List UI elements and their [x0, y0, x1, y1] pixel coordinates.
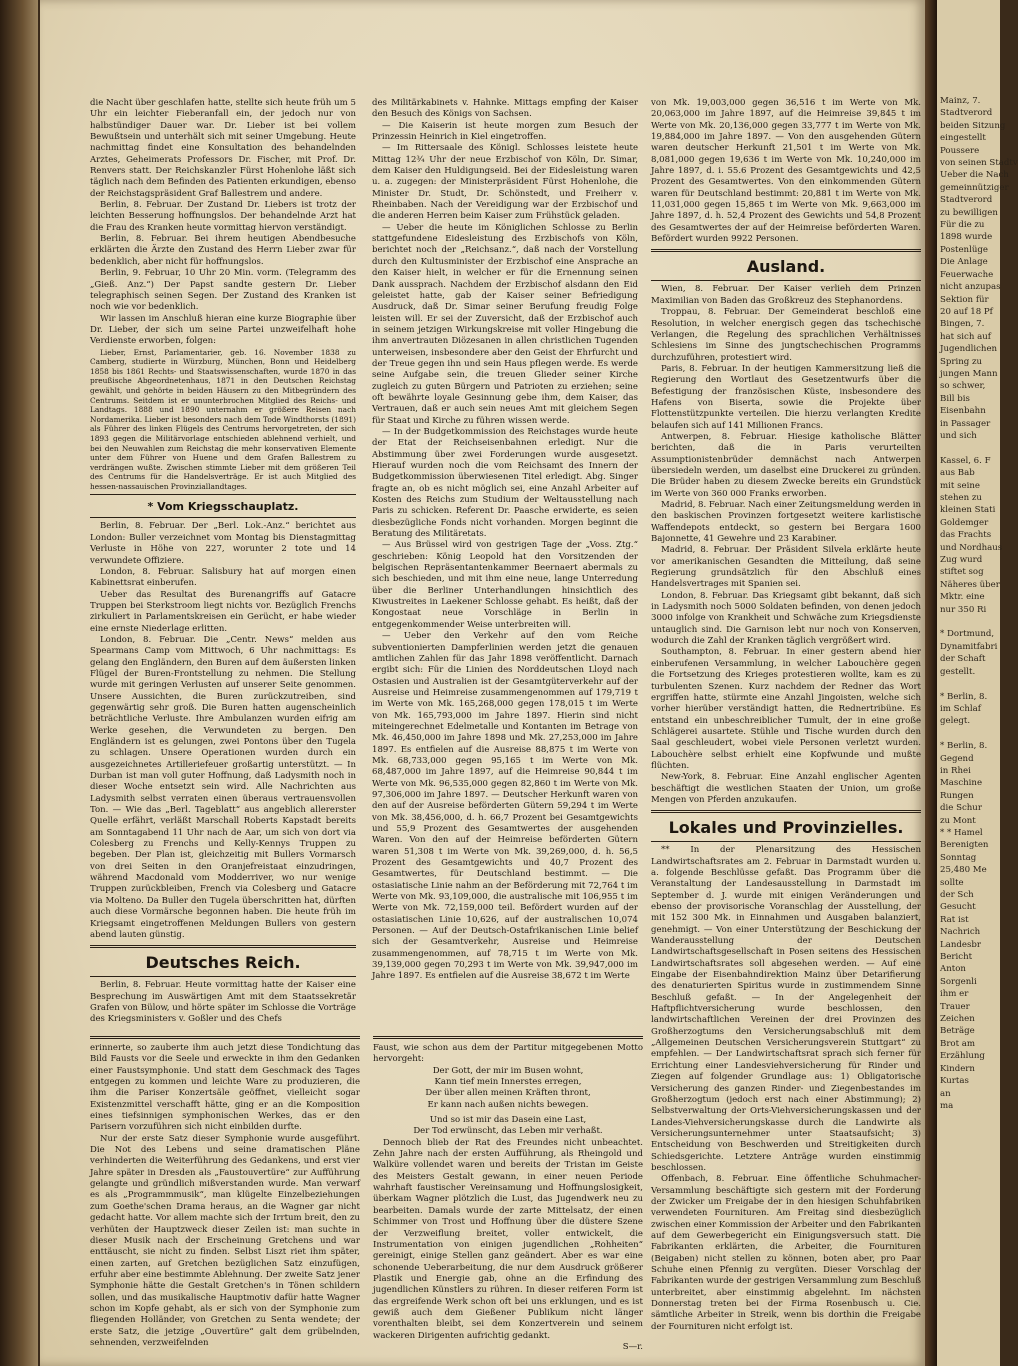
adjacent-page-line: Stadtverord: [940, 108, 993, 119]
adjacent-page-line: Maschine: [940, 778, 983, 789]
adjacent-page-line: gelegt.: [940, 716, 971, 727]
adjacent-page-line: ma: [940, 1100, 954, 1111]
adjacent-page-line: Trauer: [940, 1001, 970, 1012]
paragraph: Madrid, 8. Februar. Der Präsident Silvela erklärte heute vor amerikanischen Gesandten die Mitteilung, daß seine Regierung grundsätzlich für den Abschluß eines Handelsvertrages mit Spanien sei.: [651, 545, 921, 590]
adjacent-page-line: Für die zu: [940, 220, 985, 231]
feuilleton-divider: [373, 1036, 643, 1039]
adjacent-page-line: Gesucht: [940, 902, 976, 913]
adjacent-page-fragment: [937, 0, 1018, 1366]
paragraph: London, 8. Februar. Die „Centr. News“ melden aus Spearmans Camp vom Mittwoch, 6 Uhr nachmittags: Es gelang den Engländern, den Buren auf dem äußersten linken Flügel der Buren-Frontstellung zu nehmen. Die Stellung wurde mit geringen Verlusten auf unserer Seite genommen. Unsere Aussichten, die Buren zurückzutreiben, sind gegenwärtig sehr groß. Die Buren hatten augenscheinlich beträchtliche Verluste. Ihre Ambulanzen wurden eifrig am Werke gesehen, die Verwundeten zu bergen. Den Engländern ist es gelungen, zwei Pontons über den Tugela zu schlagen. Unsere Operationen wurden durch ein ausgezeichnetes Artilleriefeuer großartig unterstützt. — In Durban ist man voll guter Hoffnung, daß Ladysmith noch in dieser Woche entsetzt sein wird. Alle Nachrichten aus Ladysmith selbst verraten einen überaus vertrauensvollen Ton. — Wie das „Berl. Tageblatt“ aus angeblich allererster Quelle erfährt, verläßt Marschall Roberts Kapstadt bereits am Sonntagabend 11 Uhr nach de Aar, um sich von dort via Colesberg zu Frenchs und Kelly-Kennys Truppen zu begeben. Der Plan ist, gleichzeitig mit Bullers Vormarsch von drei Seiten in den Oranjefreistaat einzudringen, während Macdonald vom Modderriver, wo nur wenige Truppen zurückbleiben, French via Colesberg und Gatacre via Molteno. Da Buller den Tugela überschritten hat, dürften auch diese Vormärsche begonnen haben. Die heute früh im Kriegsamt eingetroffenen Meldungen Bullers von gestern abend lauten günstig.: [90, 634, 356, 940]
adjacent-page-line: Anton: [940, 964, 966, 975]
divider: [90, 517, 356, 518]
adjacent-page-line: aus Bab: [940, 468, 975, 479]
adjacent-page-line: Stadtverord: [940, 195, 993, 206]
paragraph: Berlin, 8. Februar. Bei ihrem heutigen Abendbesuche erklärten die Ärzte den Zustand des Herrn Lieber zwar für bedenklich, aber nicht für hoffnungslos.: [90, 234, 356, 267]
adjacent-page-line: Bericht: [940, 952, 973, 963]
scan-edge-left: [0, 0, 38, 1366]
book-gutter: [925, 0, 937, 1366]
paragraph: London, 8. Februar. Das Kriegsamt gibt bekannt, daß sich in Ladysmith noch 5000 Soldaten befinden, von denen jedoch 3000 infolge von Krankheit und Schwäche zum Kriegsdienste untauglich sind. Die Garnison lebt nur noch von Konserven, wodurch die Zahl der Kranken täglich vergrößert wird.: [651, 590, 921, 647]
adjacent-page-line: 20 auf 18 Pf: [940, 306, 993, 317]
adjacent-page-line: so schwer,: [940, 381, 986, 392]
paragraph: Faust, wie schon aus dem der Partitur mitgegebenen Motto hervorgeht:: [373, 1043, 643, 1065]
adjacent-page-line: [940, 678, 1000, 690]
paragraph: Wir lassen im Anschluß hieran eine kurze Biographie über Dr. Lieber, der sich um seine Partei unzweifelhaft hohe Verdienste erworben, folgen:: [90, 313, 356, 347]
adjacent-page-line: [940, 616, 1000, 628]
paragraph: Troppau, 8. Februar. Der Gemeinderat beschloß eine Resolution, in welcher energisch gegen das tschechische Verlangen, die Regelung des sprachlichen Verhältnisses Schlesiens im Sinne des jungtschechischen Programms durchzuführen, protestiert wird.: [651, 307, 921, 363]
adjacent-page-line: Poussere: [940, 145, 980, 156]
adjacent-page-line: Bingen, 7.: [940, 319, 985, 330]
adjacent-page-line: zu bewilligen: [940, 207, 998, 218]
adjacent-page-line: Mainz, 7.: [940, 96, 981, 106]
adjacent-page-line: [940, 442, 1000, 454]
adjacent-page-line: jungen Mann: [940, 368, 998, 379]
paragraph: Antwerpen, 8. Februar. Hiesige katholische Blätter berichten, daß die in Paris verurteilten Assumptionistenbrüder demnächst nach Antwerpen übersiedeln werden, um daselbst eine Druckerei zu gründen. Die Brüder haben zu diesem Zwecke bereits ein Grundstück im Werte von 360 000 Franks erworben.: [651, 431, 921, 499]
paragraph: — Ueber die heute im Königlichen Schlosse zu Berlin stattgefundene Eidesleistung des Erzbischofs von Köln, berichtet noch der „Reichsanz.“, daß nach der Vorstellung durch den Kultusminister der Erzbischof eine Ansprache an den Kaiser hielt, in welcher er für die Ernennung seinen Dank aussprach. Nachdem der Erzbischof alsdann den Eid geleistet hatte, gab der Kaiser seiner Befriedigung Ausdruck, daß Dr. Simar seiner Berufung freudig Folge leisten will. Er sei der Zuversicht, daß der Erzbischof auch in seinem jetzigen Wirkungskreise mit voller Hingebung die ihm anvertrauten Diözesanen in allen christlichen Tugenden unterweisen, insbesondere aber den Geist der Ehrfurcht und der Treue gegen ihn und sein Haus pflegen werde. Es werde seine Aufgabe sein, die treuen Glieder seiner Kirche zugleich zu guten Bürgern und Patrioten zu erziehen; seine oft bewährte loyale Gesinnung gebe ihm, dem Kaiser, das Vertrauen, daß er auch sein neues Amt mit gleichem Segen für Staat und Kirche zu führen wissen werde.: [372, 222, 638, 426]
adjacent-page-line: das Frachts: [940, 530, 992, 541]
adjacent-page-line: Feuerwache: [940, 269, 994, 280]
feuilleton-divider: [90, 1036, 360, 1039]
paragraph: Dennoch blieb der Rat des Freundes nicht unbeachtet. Zehn Jahre nach der ersten Aufführung, als Rheingold und Walküre vollendet waren und bereits der Tristan im Geiste des Meisters Gestalt gewann, in einer neuen Periode wahrhaft faustischer Vereinsamung und Hoffnungslosigkeit, überkam Wagner plötzlich die Lust, das Jugendwerk neu zu bearbeiten. Damals wurde der zarte Mittelsatz, der einen Schimmer von Trost und Hoffnung über die düstere Szene der Verzweiflung breitet, voller entwickelt, die Instrumentation von einigen jugendlichen „Rohheiten“ gereinigt, einige Stellen ganz geändert. Aber es war eine schonende Ueberarbeitung, die nur dem Ausdruck größerer Plastik und Energie gab, ohne an die Erfindung des jugendlichen Künstlers zu rühren. In dieser reiferen Form ist das ergreifende Werk schon oft bei uns erklungen, und es ist gewiß auch dem Gießener Publikum nicht länger vorenthalten bleibt, sei dem Konzertverein und seinem wackeren Dirigenten aufrichtig gedankt.: [373, 1137, 643, 1341]
adjacent-page-line: eingestellt: [940, 133, 986, 144]
adjacent-page-line: Mktr. eine: [940, 592, 985, 603]
adjacent-page-line: Sorgenli: [940, 976, 977, 987]
adjacent-page-line: Kindern: [940, 1063, 975, 1074]
adjacent-page-line: Dynamitfabri: [940, 641, 998, 652]
divider: [90, 945, 356, 948]
adjacent-page-line: mit seine: [940, 480, 980, 491]
paragraph: Southampton, 8. Februar. In einer gestern abend hier einberufenen Versammlung, in welcher Labouchère gegen die Fortsetzung des Krieges protestieren wollte, kam es zu turbulenten Szenen. Kurz nachdem der Redner das Wort ergriffen hatte, stürmte eine Anzahl Jingoisten, welche sich vorher hierüber verständigt hatten, die Rednertribüne. Es entstand ein unbeschreiblicher Tumult, der in eine große Schlägerei ausartete. Stühle und Tische wurden durch den Saal geschleudert, wobei viele Personen verletzt wurden. Labouchère selbst erhielt eine Kopfwunde und mußte flüchten.: [651, 647, 921, 771]
divider: [651, 249, 921, 252]
adjacent-page-line: ihm er: [940, 989, 969, 1000]
paragraph: Ueber das Resultat des Burenangriffs auf Gatacre Truppen bei Sterkstroom liegt nichts vor. Bezüglich Frenchs zirkuliert in Parlamentskreisen ein Gerücht, er habe wieder eine ernste Niederlage erlitten.: [90, 589, 356, 634]
feuilleton-column-1: [90, 1036, 360, 1366]
adjacent-page-line: Brot am: [940, 1038, 976, 1049]
paragraph: Berlin, 8. Februar. Der „Berl. Lok.-Anz.“ berichtet aus London: Buller verzeichnet vom Montag bis Dienstagmittag Verluste in Höhe von 227, worunter 2 tote und 14 verwundete Offiziere.: [90, 521, 356, 566]
motto-line: Und so ist mir das Dasein eine Last,: [429, 1115, 587, 1126]
adjacent-page-line: Rat ist: [940, 914, 969, 925]
adjacent-page-line: Kurtas: [940, 1076, 969, 1087]
adjacent-page-line: im Schlaf: [940, 703, 981, 714]
divider: [651, 841, 921, 842]
feuilleton-column-2: [373, 1036, 643, 1366]
adjacent-page-line: an: [940, 1088, 951, 1099]
paragraph: Nur der erste Satz dieser Symphonie wurde ausgeführt. Die Not des Lebens und seine dramatischen Pläne verhinderten die Weiterführung des Gedankens, und erst vier Jahre später in Dresden als „Faustouvertüre“ zur Aufführung gelangte und gründlich mißverstanden wurde. Man verwarf es als „Programmmusik“, man klügelte Einzelbeziehungen zum Goethe'schen Drama heraus, an die Wagner gar nicht gedacht hatte. Vor allem machte sich der Irrtum breit, den zu verhüten der Hauptzweck dieser Zeilen ist: man suchte in dieser Musik nach der Erscheinung Gretchens und war enttäuscht, sie nicht zu finden. Selbst Liszt riet ihm später, einen zarten, auf Gretchen bezüglichen Satz einzufügen, erfuhr aber eine bestimmte Ablehnung. Der zweite Satz jener Symphonie hätte die Gestalt Gretchen's in Tönen schildern sollen, und das musikalische Hauptmotiv dafür hatte Wagner schon im Kopfe gehabt, als er sich von der Symphonie zum fliegenden Holländer, von Gretchen zu Senta wendete; der erste Satz, die jetzige „Ouvertüre“ galt dem grübelnden, sehnenden, verzweifelnden: [90, 1133, 360, 1348]
paragraph: London, 8. Februar. Salisbury hat auf morgen einen Kabinettsrat einberufen.: [90, 566, 356, 589]
adjacent-page-line: Postenlüge: [940, 244, 988, 255]
adjacent-page-line: Spring zu: [940, 356, 983, 367]
adjacent-page-line: die Schur: [940, 803, 982, 814]
section-heading-kriegsschauplatz: * Vom Kriegsschauplatz.: [147, 500, 299, 514]
paragraph: Madrid, 8. Februar. Nach einer Zeitungsmeldung werden in den baskischen Provinzen fortgesetzt weitere karlistische Waffendepots entdeckt, so gestern bei Bergara 1600 Bajonnette, 41 Gewehre und 23 Karabiner.: [651, 500, 921, 545]
adjacent-page-line: kleinen Stati: [940, 505, 996, 516]
adjacent-page-line: Landesbr: [940, 939, 981, 950]
paragraph: Offenbach, 8. Februar. Eine öffentliche Schuhmacher-Versammlung beschäftigte sich gestern mit der Forderung der Zwicker um Freigabe der in den hiesigen Schuhfabriken verwendeten Fournituren. Am Freitag sind diesbezüglich zwischen einer Kommission der Arbeiter und den Fabrikanten auf dem Gewerbegericht ein Einigungsversuch statt. Die Fabrikanten erklärten, die Arbeiter, die Fournituren (Beigaben) nicht stellen zu können, boten aber, pro Paar Schuhe einen Pfennig zu vergüten. Dieser Vorschlag der Fabrikanten wurde der gestrigen Versammlung zum Beschluß unterbreitet, aber einstimmig abgelehnt. Im nächsten Donnerstag treten bei der Firma Rosenbusch u. Cie. sämtliche Arbeiter in Streik, wenn bis dorthin die Freigabe der Fournituren nicht erfolgt ist.: [651, 1174, 921, 1332]
feuilleton: [90, 1036, 920, 1366]
adjacent-page-line: Goldemger: [940, 517, 989, 528]
paragraph: New-York, 8. Februar. Eine Anzahl englischer Agenten beschäftigt die westlichen Staaten der Union, um große Mengen von Pferden anzukaufen.: [651, 772, 921, 805]
divider: [90, 976, 356, 977]
adjacent-page-line: Näheres über: [940, 579, 1000, 590]
adjacent-page-line: Berenigten: [940, 840, 989, 851]
section-heading-deutsches-reich: Deutsches Reich.: [145, 953, 301, 973]
paragraph: die Nacht über geschlafen hatte, stellte sich heute früh um 5 Uhr ein leichter Fieberanfall ein, der jedoch nur von halbstündiger Dauer war. Dr. Lieber ist bei vollem Bewußtsein und unterhält sich mit seiner Umgebung. Heute nachmittag findet eine Konsultation des behandelnden Arztes, Geheimerats Professors Dr. Fischer, mit Prof. Dr. Renvers statt. Der Reichskanzler Fürst Hohenlohe läßt sich täglich nach dem Befinden des Patienten erkundigen, ebenso der Reichstagspräsident Graf Ballestrem und andere.: [90, 98, 356, 199]
section-heading-ausland: Ausland.: [746, 257, 826, 277]
adjacent-page-line: der Sch: [940, 890, 974, 900]
paragraph: ** In der Plenarsitzung des Hessischen Landwirtschaftsrates am 2. Februar in Darmstadt wurden u. a. folgende Beschlüsse gefaßt. Das Programm über die Veranstaltung der Landesausstellung in Darmstadt im September d. J. wurde mit einigen Veränderungen und ebenso der provisorische Voranschlag der Ausstellung, der mit 152 300 Mk. in Einnahmen und Ausgaben balanziert, genehmigt. — Von einer Unterstützung der Beschickung der Wanderausstellung der Deutschen Landwirtschaftsgesellschaft in Posen seitens des Hessischen Landwirtschaftsrates soll abgesehen werden. — Auf eine Eingabe der Eisenbahndirektion Mainz über Detarifierung des denaturierten Spiritus wurde in zustimmendem Sinne Beschluß gefaßt. — In der Angelegenheit der Haftpflichtversicherung wurde beschlossen, den landwirtschaftlichen Vereinen der drei Provinzen des Großherzogtums den Versicherungsabschluß mit dem „Allgemeinen Deutschen Versicherungsverein Stuttgart“ zu empfehlen. — Der Landwirtschaftsrat sprach sich ferner für Errichtung einer Landesviehversicherung für Rinder und Ziegen auf folgender Grundlage aus: 1) Obligatorische Versicherung des ganzen Rinder- und Ziegenbestandes im Großherzogtum (jedoch erst nach einer Abstimmung); 2) Selbstverwaltung der Orts-Viehversicherungskassen und der Landes-Viehversicherungskasse durch die Landwirte als Versicherungsunternehmer unter Staatsaufsicht; 3) Entscheidung von Beschwerden und Streitigkeiten durch Schiedsgerichte. Letztere Anträge wurden einstimmig beschlossen.: [651, 845, 921, 1173]
divider: [90, 494, 356, 495]
adjacent-page-line: Rungen: [940, 790, 974, 801]
adjacent-page-line: stiftet sog: [940, 567, 984, 578]
biography-lieber: Lieber, Ernst, Parlamentarier, geb. 16. November 1838 zu Camberg, studierte in Würzburg, München, Bonn und Heidelberg 1858 bis 1861 Rechts- und Staatswissenschaften, wurde 1870 in das preußische Abgeordnetenhaus, 1871 in den Deutschen Reichstag gewählt, und gehörte in beiden Häusern zu den Mitbegründern des Centrums. Seitdem ist er ununterbrochen Mitglied des Reichs- und Landtags. 1888 und 1890 unternahm er größere Reisen nach Nordamerika. Lieber ist besonders nach dem Tode Windthorsts (1891) als Führer des linken Flügels des Centrums hervorgetreten, der sich 1893 gegen die Militärvorlage entschieden ablehnend verhielt, und bei den Neuwahlen zum Reichstag die mehr konservativen Elemente unter dem Führer von Huene und dem Grafen Ballestrem zu verdrängen wußte. Zwischen stimmte Lieber mit dem größeren Teil des Centrums für die Handelsverträge. Er ist auch Mitglied des hessen-nassauischen Provinziallandtages.: [90, 347, 356, 491]
adjacent-page-line: und Nordhaus: [940, 542, 1003, 553]
adjacent-page-line: Nachrich: [940, 927, 981, 938]
paragraph: erinnerte, so zauberte ihm auch jetzt diese Tondichtung das Bild Fausts vor die Seele und erweckte in ihm den Gedanken einer Faustsymphonie. Und statt dem Geschmack des Tages entgegen zu kommen und leichte Ware zu produzieren, die ihm die Pariser Konzertsäle geöffnet, vielleicht sogar Existenzmittel verschafft hätte, ging er an die Komposition eines tiefsinnigen symphonischen Werkes, das er den Parisern vorzuführen sich nicht einbilden durfte.: [90, 1043, 360, 1133]
adjacent-page-line: nicht anzupas: [940, 282, 1001, 293]
adjacent-page-line: zu Mont: [940, 815, 976, 826]
adjacent-page-line: Gegend: [940, 753, 974, 764]
signature: S—r.: [622, 1341, 643, 1352]
adjacent-page-line: * Berlin, 8.: [940, 691, 988, 702]
adjacent-page-line: in Rhei: [940, 765, 971, 776]
paragraph: Berlin, 8. Februar. Der Zustand Dr. Liebers ist trotz der leichten Besserung hoffnungslos. Der behandelnde Arzt hat die Frau des Kranken heute vormittag hiervon verständigt.: [90, 200, 356, 233]
adjacent-page-line: der Schaft: [940, 654, 986, 665]
adjacent-page-line: * * Hamel: [940, 827, 983, 838]
adjacent-page-line: 1898 wurde: [940, 232, 993, 243]
motto-line: Der Tod erwünscht, das Leben mir verhaßt.: [413, 1126, 603, 1137]
paragraph: Wien, 8. Februar. Der Kaiser verlieh dem Prinzen Maximilian von Baden das Großkreuz des Stephanordens.: [651, 284, 921, 306]
adjacent-page-line: * Berlin, 8.: [940, 741, 988, 752]
adjacent-page-line: beiden Sitzung: [940, 120, 1006, 131]
adjacent-page-line: von seinen Stadtv: [940, 158, 1018, 169]
adjacent-page-line: Erzählung: [940, 1051, 985, 1062]
adjacent-page-line: [940, 728, 1000, 740]
section-heading-lokales: Lokales und Provinzielles.: [668, 818, 904, 838]
paragraph: — Im Rittersaale des Königl. Schlosses leistete heute Mittag 12¾ Uhr der neue Erzbischof von Köln, Dr. Simar, dem Kaiser den Huldigungseid. Bei der Eidesleistung waren u. a. zugegen: der Ministerpräsident Fürst Hohenlohe, die Minister Dr. Studt, Dr. Schönstedt, und Freiherr v. Rheinbaben. Nach der Vereidigung war der Erzbischof und die anderen Herren beim Kaiser zum Frühstück geladen.: [372, 143, 638, 222]
adjacent-page-line: und sich: [940, 430, 977, 441]
adjacent-page-line: stehen zu: [940, 493, 982, 503]
motto-line: Der über allen meinen Kräften thront,: [425, 1088, 591, 1099]
adjacent-page-line: Beträge: [940, 1026, 975, 1037]
paragraph: des Militärkabinets v. Hahnke. Mittags empfing der Kaiser den Besuch des Königs von Sachsen.: [372, 98, 638, 120]
adjacent-page-line: Die Anlage: [940, 257, 988, 268]
adjacent-page-line: Kassel, 6. F: [940, 455, 991, 466]
paragraph: Berlin, 9. Februar, 10 Uhr 20 Min. vorm. (Telegramm des „Gieß. Anz.“) Der Papst sandte gestern Dr. Lieber telegraphisch seinen Segen. Der Zustand des Kranken ist noch wie vor bedenklich.: [90, 268, 356, 313]
paragraph: Paris, 8. Februar. In der heutigen Kammersitzung ließ die Regierung den Wortlaut des Gesetzentwurfs über die Befestigung der französischen Küste, insbesondere des Hafens von Biserta, sowie die Projekte über Flottenstützpunkte verteilen. Die hierzu verlangten Kredite belaufen sich auf 141 Millionen Francs.: [651, 363, 921, 431]
adjacent-page-line: in Passager: [940, 418, 991, 429]
adjacent-page-text: [937, 0, 1018, 1112]
paragraph: — Aus Brüssel wird von gestrigen Tage der „Voss. Ztg.“ geschrieben: König Leopold hat den Vorsitzenden der belgischen Repräsentantenkammer Beernaert abermals zu sich beschieden, und mit ihm eine neue, lange Unterredung über die Berliner Unterhandlungen hinsichtlich des Kiwustreites in Laekener Schlosse gehabt. Es heißt, daß der Kongostaat neue Vorschläge in Berlin in entgegenkommender Weise unterbreiten will.: [372, 540, 638, 630]
adjacent-page-line: sollte: [940, 877, 964, 888]
adjacent-page-line: Ueber die Nach: [940, 170, 1009, 181]
divider: [651, 810, 921, 813]
adjacent-page-line: nur 350 Ri: [940, 604, 987, 615]
adjacent-page-line: Sonntag: [940, 852, 977, 863]
adjacent-page-line: 25,480 Me: [940, 865, 987, 876]
paragraph: von Mk. 19,003,000 gegen 36,516 t im Werte von Mk. 20,063,000 im Jahre 1897, auf die Heimreise 39,845 t im Werte von Mk. 20,136,000 gegen 33,777 t im Werte von Mk. 19,884,000 im Jahre 1897. — Von den ausgehenden Gütern waren deutscher Herkunft 21,501 t im Werte von Mk. 8,081,000 gegen 19,636 t im Werte von Mk. 10,240,000 im Jahre 1897, d. i. 55.6 Prozent des Gesamtgewichts und 42,5 Prozent des Gesamtwertes. Von den einkommenden Gütern waren für Deutschland bestimmt: 20,881 t im Werte von Mk. 11,031,000 gegen 15,865 t im Werte von Mk. 9,663,000 im Jahre 1897, d. h. 52,4 Prozent des Gewichts und 54,8 Prozent des Gesamtwertes der auf der Heimreise beförderten Waren. Befördert wurden 9922 Personen.: [651, 98, 921, 245]
adjacent-page-line: Sektion für: [940, 294, 989, 305]
adjacent-page-line: Eisenbahn: [940, 406, 986, 417]
motto-line: Der Gott, der mir im Busen wohnt,: [432, 1065, 584, 1076]
adjacent-page-line: * Dortmund,: [940, 629, 995, 640]
paragraph: — Ueber den Verkehr auf den vom Reiche subventionierten Dampferlinien werden jetzt die genauen amtlichen Zahlen für das Jahr 1898 veröffentlicht. Darnach ergibt sich: Für die Linien des Norddeutschen Lloyd nach Ostasien und Australien ist der Gesamtgüterverkehr auf der Ausreise und Heimreise zusammengenommen auf 179,719 t im Werte von Mk. 165,268,000 gegen 178,015 t im Werte von Mk. 165,793,000 im Jahre 1897. Hierin sind nicht miteingerechnet Edelmetalle und Kontanten im Betrage von Mk. 46,450,000 im Jahre 1898 und Mk. 27,253,000 im Jahre 1897. Es entfielen auf die Ausreise 88,875 t im Werte von Mk. 68,733,000 gegen 95,165 t im Werte von Mk. 68,487,000 im Jahre 1897, auf die Heimreise 90,844 t im Werte von Mk. 96,535,000 gegen 82,860 t im Werte von Mk. 97,306,000 im Jahre 1897. — Deutscher Herkunft waren von den auf der Ausreise beförderten Gütern 59,294 t im Werte von Mk. 38,456,000, d. h. 66,7 Prozent bei Gesamtgewichts und 55,9 Prozent des Gesamtwertes der ausgehenden Waren. Von den auf der Heimreise beförderten Gütern waren 51,308 t im Werte von Mk. 39,269,000, d. h. 56,5 Prozent des Gesamtgewichts und 40,7 Prozent des Gesamtwertes, für Deutschland bestimmt. — Die ostasiatische Linie nahm an der Beförderung mit 72,764 t im Werte von Mk. 93,109,000, die australische mit 106,955 t im Werte von Mk. 72,159,000 teil. Befördert wurden auf der ostasiatischen Linie 10,626, auf der australischen 10,074 Personen. — Auf der Deutsch-Ostafrikanischen Linie belief sich der Gesamtverkehr, Ausreise und Heimreise zusammengenommen, auf 78,715 t im Werte von Mk. 39,139,000 gegen 70,293 t im Werte von Mk. 39,947,000 im Jahre 1897. Es entfielen auf die Ausreise 38,672 t im Werte: [372, 631, 638, 982]
paragraph: Berlin, 8. Februar. Heute vormittag hatte der Kaiser eine Besprechung im Auswärtigen Amt mit dem Staatssekretär Grafen von Bülow, und hörte später im Schlosse die Vorträge des Kriegsministers v. Goßler und des Chefs: [90, 980, 356, 1025]
adjacent-page-line: gestellt.: [940, 666, 976, 677]
divider: [651, 280, 921, 281]
adjacent-page-line: hat sich auf: [940, 331, 991, 342]
motto-line: Er kann nach außen nichts bewegen.: [427, 1099, 589, 1110]
adjacent-page-line: gemeinnütziger: [940, 182, 1009, 193]
motto-line: Kann tief mein Innerstes erregen,: [434, 1077, 582, 1088]
paragraph: — Die Kaiserin ist heute morgen zum Besuch der Prinzessin Heinrich in Kiel eingetroffen.: [372, 120, 638, 143]
paragraph: — In der Budgetkommission des Reichstages wurde heute der Etat der Reichseisenbahnen erledigt. Nur die Abstimmung über zwei Forderungen wurde ausgesetzt. Hierauf wurden noch die vom Reichsamt des Innern der Budgetkommission überwiesenen Titel erledigt. Abg. Singer fragte an, ob es nicht möglich sei, eine Anzahl Arbeiter auf Kosten des Reichs zum Studium der Weltausstellung nach Paris zu schicken. Referent Dr. Paasche erwiderte, es seien diesbezügliche Fonds nicht vorhanden. Morgen beginnt die Beratung des Militäretats.: [372, 426, 638, 540]
adjacent-page-line: Zug wurd: [940, 555, 983, 566]
adjacent-page-line: Jugendlichen: [940, 344, 998, 355]
adjacent-page-line: Zeichen: [940, 1014, 975, 1025]
adjacent-page-line: Bill bis: [940, 393, 970, 404]
